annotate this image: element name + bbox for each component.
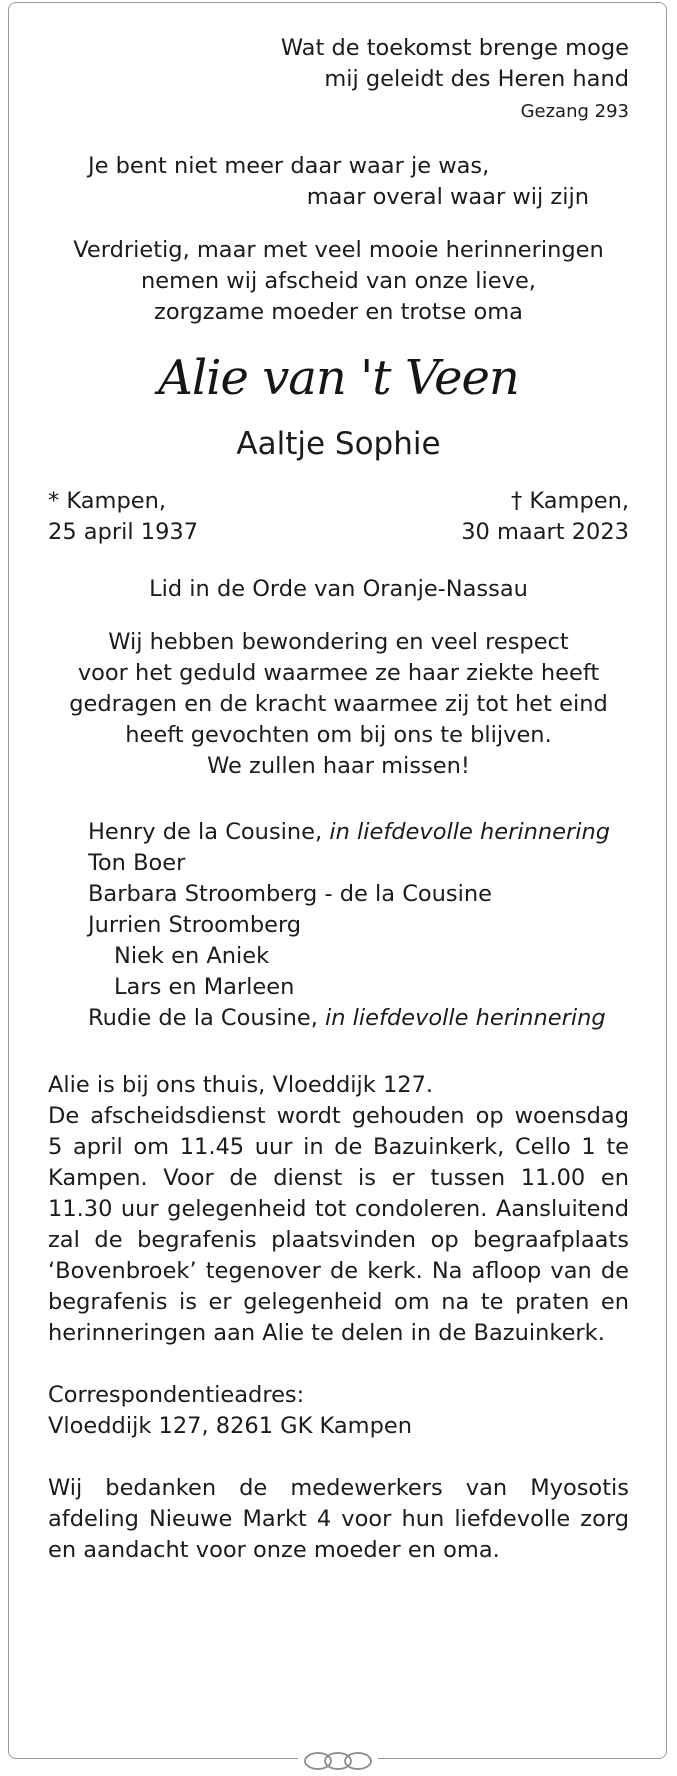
tribute-line: We zullen haar missen! bbox=[207, 753, 470, 779]
relative-item: Jurrien Stroomberg bbox=[88, 912, 302, 938]
relative-note: in liefdevolle herinnering bbox=[325, 1005, 606, 1031]
correspondence-label: Correspondentieadres: bbox=[48, 1382, 305, 1408]
thanks-text: Wij bedanken de medewerkers van Myosotis afdeling Nieuwe Markt 4 voor hun liefdevolle zorg en aandacht voor onze moeder en oma. bbox=[48, 1475, 629, 1563]
service-text: De afscheidsdienst wordt gehouden op woensdag 5 april om 11.45 uur in de Bazuinkerk, Cello 1 te Kampen. Voor de dienst is er tussen 11.00 en 11.30 uur gelegenheid tot condoleren. Aansluitend zal de begrafenis plaatsvinden op begraafplaats ‘Bovenbroek’ tegenover de kerk. Na afloop van de begrafenis is er gelegenheid om na te praten en herinneringen aan Alie te delen in de Bazuinkerk. bbox=[48, 1103, 629, 1346]
obituary-content bbox=[48, 33, 629, 1566]
life-dates bbox=[48, 486, 629, 548]
death-date: 30 maart 2023 bbox=[461, 519, 629, 545]
hymn-verse bbox=[48, 33, 629, 125]
tribute-line: heeft gevochten om bij ons te blijven. bbox=[125, 722, 552, 748]
relative-item: Barbara Stroomberg - de la Cousine bbox=[88, 881, 493, 907]
birth-info bbox=[48, 486, 198, 548]
birth-place: * Kampen, bbox=[48, 488, 167, 514]
intro-line: Verdrietig, maar met veel mooie herinneringen bbox=[73, 237, 604, 263]
rings-ornament-icon bbox=[298, 1750, 378, 1772]
poem-line-1: Je bent niet meer daar waar je was, bbox=[88, 153, 490, 179]
honour-text: Lid in de Orde van Oranje-Nassau bbox=[149, 576, 528, 602]
death-place: † Kampen, bbox=[510, 488, 629, 514]
relative-item bbox=[88, 1003, 629, 1034]
relative-item bbox=[88, 817, 629, 848]
relative-item: Ton Boer bbox=[88, 850, 186, 876]
deceased-name: Alie van 't Veen bbox=[158, 350, 519, 406]
verse-line-2: mij geleidt des Heren hand bbox=[324, 66, 629, 92]
location-text: Alie is bij ons thuis, Vloeddijk 127. bbox=[48, 1072, 434, 1098]
tribute-line: voor het geduld waarmee ze haar ziekte heeft bbox=[77, 660, 600, 686]
intro-line: zorgzame moeder en trotse oma bbox=[154, 299, 523, 325]
relative-name: Henry de la Cousine, bbox=[88, 819, 323, 845]
relative-item: Lars en Marleen bbox=[114, 974, 295, 1000]
poem bbox=[48, 151, 629, 213]
tribute-line: Wij hebben bewondering en veel respect bbox=[108, 629, 569, 655]
tribute-text bbox=[48, 627, 629, 782]
correspondence-address: Vloeddijk 127, 8261 GK Kampen bbox=[48, 1413, 412, 1439]
deceased-full-name: Aaltje Sophie bbox=[236, 426, 441, 462]
relatives-list bbox=[48, 817, 629, 1034]
birth-date: 25 april 1937 bbox=[48, 519, 199, 545]
intro-line: nemen wij afscheid van onze lieve, bbox=[141, 268, 536, 294]
intro-text bbox=[48, 235, 629, 328]
death-info bbox=[461, 486, 629, 548]
verse-line-1: Wat de toekomst brenge moge bbox=[280, 35, 629, 61]
tribute-line: gedragen en de kracht waarmee zij tot het eind bbox=[69, 691, 608, 717]
verse-source: Gezang 293 bbox=[520, 101, 629, 122]
funeral-info bbox=[48, 1070, 629, 1349]
correspondence bbox=[48, 1380, 629, 1442]
poem-line-2: maar overal waar wij zijn bbox=[306, 184, 589, 210]
relative-item: Niek en Aniek bbox=[114, 943, 270, 969]
relative-note: in liefdevolle herinnering bbox=[329, 819, 610, 845]
relative-name: Rudie de la Cousine, bbox=[88, 1005, 318, 1031]
